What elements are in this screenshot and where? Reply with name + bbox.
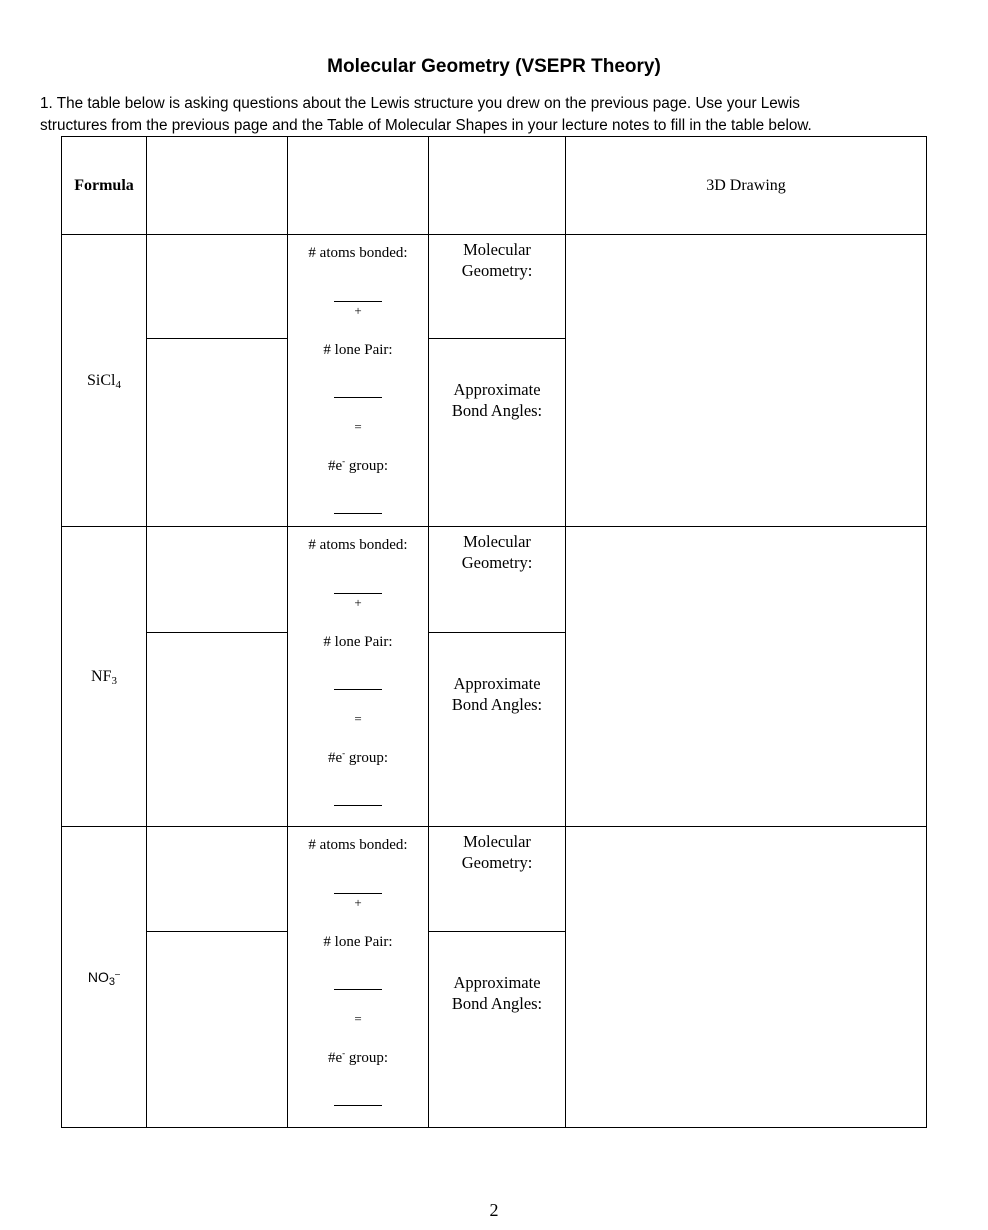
molecular-geometry-label: Molecular xyxy=(463,532,531,551)
lone-pair-label: # lone Pair: xyxy=(323,342,393,358)
plus-sign: + xyxy=(354,303,362,318)
3d-drawing-area[interactable] xyxy=(566,527,927,827)
lone-pair-label: # lone Pair: xyxy=(323,634,393,650)
molecular-geometry-cell[interactable]: Molecular Geometry: xyxy=(429,827,566,932)
lewis-structure-input[interactable] xyxy=(147,527,288,633)
e-group-blank[interactable] xyxy=(334,805,382,806)
lewis-structure-input[interactable] xyxy=(147,235,288,339)
page-number: 2 xyxy=(489,1200,499,1220)
lewis-structure-input[interactable] xyxy=(147,633,288,827)
molecular-geometry-cell[interactable]: Molecular Geometry: xyxy=(429,527,566,633)
e-group-blank[interactable] xyxy=(334,513,382,514)
bond-angles-cell[interactable]: Approximate Bond Angles: xyxy=(429,932,566,1128)
bond-angles-cell[interactable]: Approximate Bond Angles: xyxy=(429,339,566,527)
lone-pair-label: # lone Pair: xyxy=(323,934,393,950)
bond-angles-label: Approximate xyxy=(453,380,541,399)
equals-sign: = xyxy=(354,1011,362,1026)
e-group-label: #e- group: xyxy=(327,1048,389,1066)
formula-text: SiCl$_4$ xyxy=(87,371,121,391)
e-group-label: #e- group: xyxy=(327,456,389,474)
lone-pair-blank[interactable] xyxy=(334,689,382,690)
molecular-geometry-table xyxy=(61,136,927,1128)
plus-sign: + xyxy=(354,895,362,910)
formula-header: Formula xyxy=(62,137,147,235)
equals-sign: = xyxy=(354,419,362,434)
e-group-blank[interactable] xyxy=(334,1105,382,1106)
atoms-bonded-label: # atoms bonded: xyxy=(308,245,408,261)
atoms-bonded-blank[interactable] xyxy=(334,893,382,894)
molecular-geometry-cell[interactable]: Molecular Geometry: xyxy=(429,235,566,339)
lone-pair-blank[interactable] xyxy=(334,989,382,990)
electron-group-calc xyxy=(288,827,429,1128)
page-title: Molecular Geometry (VSEPR Theory) xyxy=(327,56,661,77)
instructions-line-1: 1. The table below is asking questions about the Lewis structure you drew on the previous page. Use your Lewis xyxy=(40,95,800,112)
bond-angles-label: Approximate xyxy=(453,973,541,992)
electron-group-calc xyxy=(288,527,429,827)
header-blank-2 xyxy=(288,137,429,235)
atoms-bonded-blank[interactable] xyxy=(334,301,382,302)
formula-cell xyxy=(62,827,147,1128)
bond-angles-label: Approximate xyxy=(453,674,541,693)
atoms-bonded-label: # atoms bonded: xyxy=(308,837,408,853)
lone-pair-blank[interactable] xyxy=(334,397,382,398)
table-row xyxy=(62,527,927,633)
3d-drawing-header: 3D Drawing xyxy=(566,137,927,235)
formula-cell xyxy=(62,527,147,827)
molecular-geometry-label: Molecular xyxy=(463,832,531,851)
bond-angles-cell[interactable]: Approximate Bond Angles: xyxy=(429,633,566,827)
table-row xyxy=(62,235,927,339)
header-row xyxy=(62,137,927,235)
e-group-label: #e- group: xyxy=(327,748,389,766)
atoms-bonded-label: # atoms bonded: xyxy=(308,537,408,553)
instructions-line-2: structures from the previous page and the Table of Molecular Shapes in your lecture notes to fill in the table below. xyxy=(40,117,812,134)
3d-drawing-area[interactable] xyxy=(566,827,927,1128)
formula-text: $NF_3$ xyxy=(91,667,117,687)
lewis-structure-input[interactable] xyxy=(147,932,288,1128)
plus-sign: + xyxy=(354,595,362,610)
lewis-structure-input[interactable] xyxy=(147,339,288,527)
header-blank-3 xyxy=(429,137,566,235)
electron-group-calc xyxy=(288,235,429,527)
lewis-structure-input[interactable] xyxy=(147,827,288,932)
molecular-geometry-label: Molecular xyxy=(463,240,531,259)
header-blank-1 xyxy=(147,137,288,235)
instructions xyxy=(40,93,940,137)
equals-sign: = xyxy=(354,711,362,726)
formula-cell xyxy=(62,235,147,527)
atoms-bonded-blank[interactable] xyxy=(334,593,382,594)
formula-text: $NO_3^-$ xyxy=(87,968,121,988)
table-row xyxy=(62,827,927,932)
3d-drawing-area[interactable] xyxy=(566,235,927,527)
